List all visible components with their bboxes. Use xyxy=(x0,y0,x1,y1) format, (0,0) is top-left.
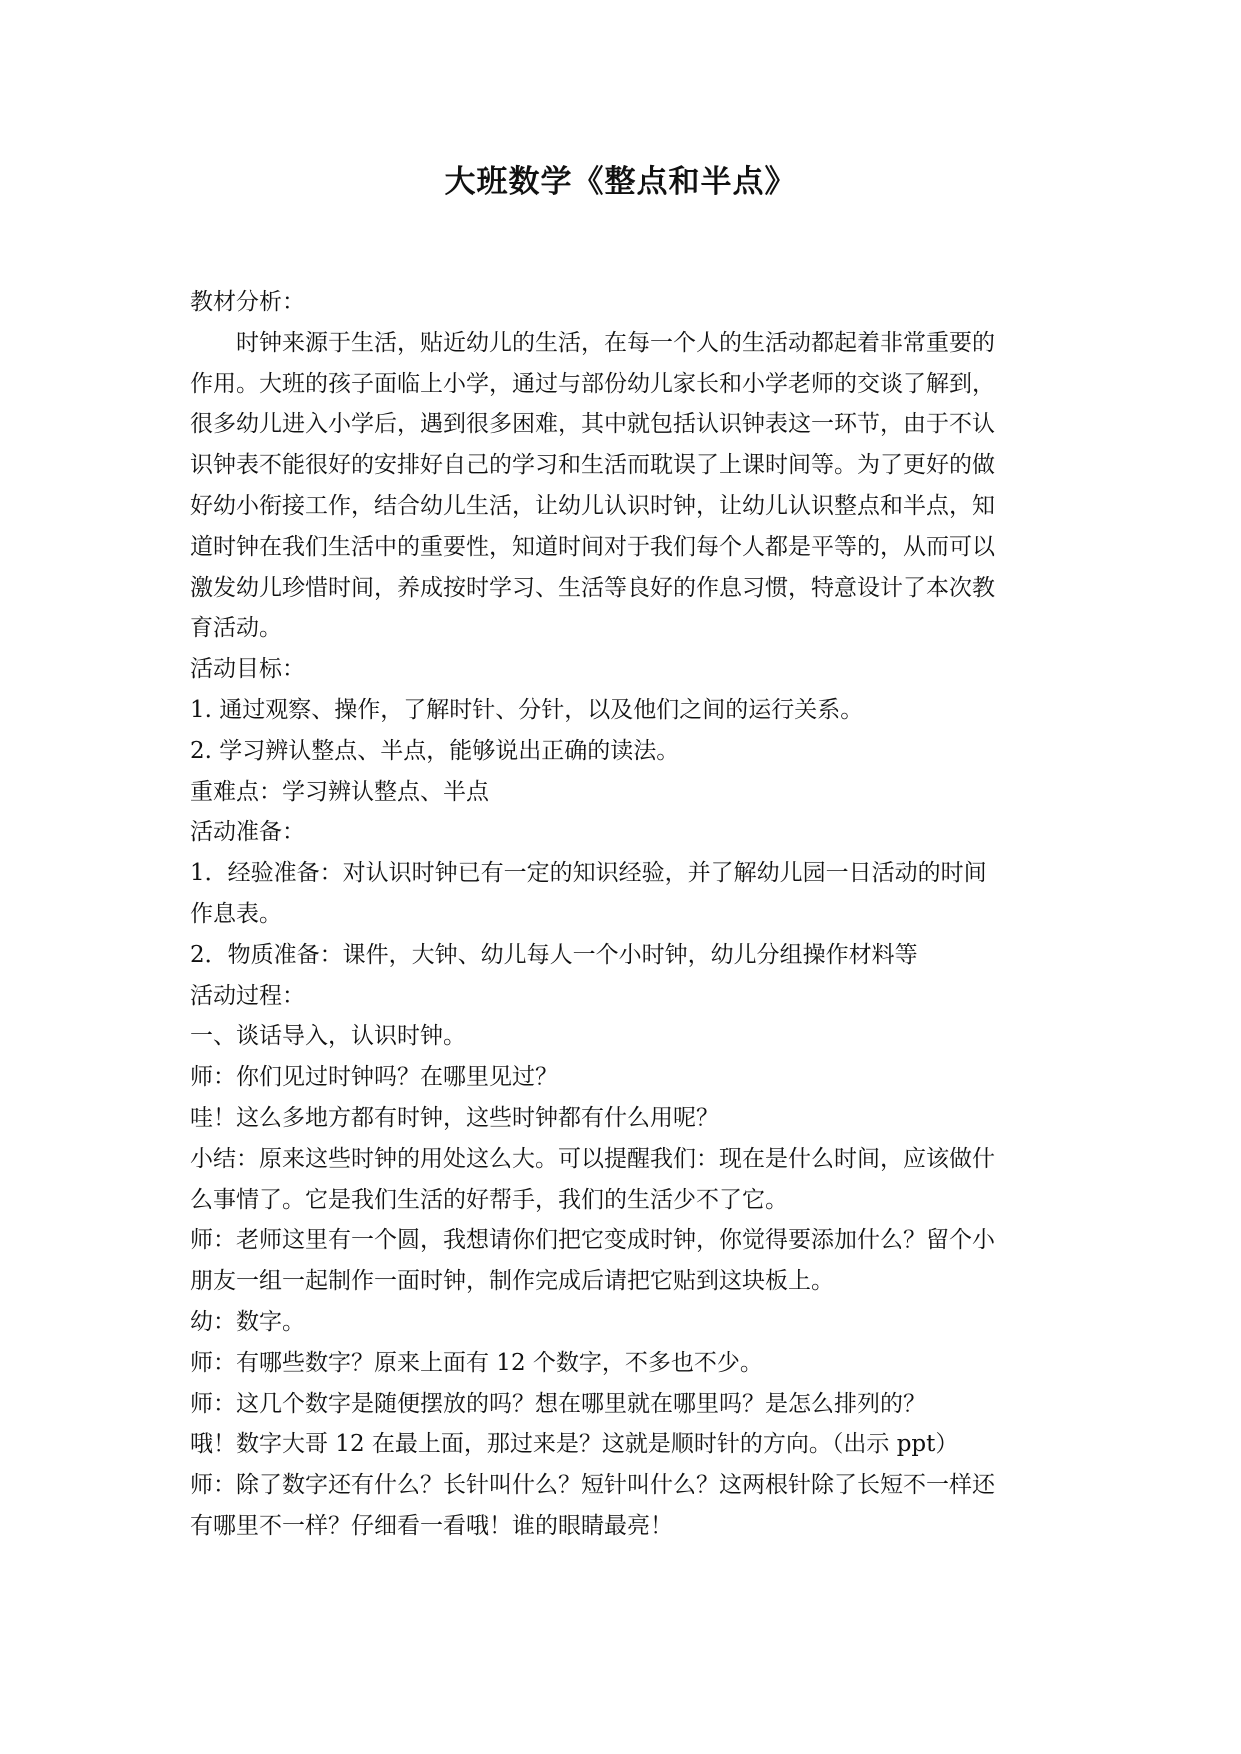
dialogue-line: 师：除了数字还有什么？长针叫什么？短针叫什么？这两根针除了长短不一样还 xyxy=(190,1472,995,1499)
section-heading-goals: 活动目标： xyxy=(190,656,305,683)
paragraph-line: 很多幼儿进入小学后，遇到很多困难，其中就包括认识钟表这一环节，由于不认 xyxy=(190,411,995,438)
dialogue-line: 师：老师这里有一个圆，我想请你们把它变成时钟，你觉得要添加什么？留个小 xyxy=(190,1227,995,1254)
dialogue-line: 师：这几个数字是随便摆放的吗？想在哪里就在哪里吗？是怎么排列的？ xyxy=(190,1390,926,1417)
paragraph-line: 作用。大班的孩子面临上小学，通过与部份幼儿家长和小学老师的交谈了解到， xyxy=(190,370,995,397)
preparation-item-2: 2．物质准备：课件，大钟、幼儿每人一个小时钟，幼儿分组操作材料等 xyxy=(190,941,918,968)
preparation-item-1-cont: 作息表。 xyxy=(190,900,282,927)
dialogue-line: 有哪里不一样？仔细看一看哦！谁的眼睛最亮！ xyxy=(190,1512,673,1539)
dialogue-line: 么事情了。它是我们生活的好帮手，我们的生活少不了它。 xyxy=(190,1186,788,1213)
dialogue-line: 师：有哪些数字？原来上面有 12 个数字，不多也不少。 xyxy=(190,1349,763,1376)
key-points: 重难点：学习辨认整点、半点 xyxy=(190,778,489,805)
dialogue-line: 朋友一组一起制作一面时钟，制作完成后请把它贴到这块板上。 xyxy=(190,1268,834,1295)
dialogue-line: 哇！这么多地方都有时钟，这些时钟都有什么用呢？ xyxy=(190,1104,719,1131)
section-heading-analysis: 教材分析： xyxy=(190,289,305,315)
document-body xyxy=(190,282,1056,1547)
document-title: 大班数学《整点和半点》 xyxy=(444,164,797,200)
paragraph-line: 激发幼儿珍惜时间，养成按时学习、生活等良好的作息习惯，特意设计了本次教 xyxy=(190,574,995,601)
paragraph-line: 道时钟在我们生活中的重要性，知道时间对于我们每个人都是平等的，从而可以 xyxy=(190,533,995,560)
section-heading-process: 活动过程： xyxy=(190,982,305,1009)
paragraph-line: 育活动。 xyxy=(190,615,282,642)
preparation-item-1: 1．经验准备：对认识时钟已有一定的知识经验，并了解幼儿园一日活动的时间 xyxy=(190,860,987,887)
dialogue-line: 幼：数字。 xyxy=(190,1308,305,1335)
goal-item-1: 1. 通过观察、操作，了解时针、分针，以及他们之间的运行关系。 xyxy=(190,696,864,723)
process-step-1: 一、谈话导入，认识时钟。 xyxy=(190,1023,466,1050)
dialogue-line: 师：你们见过时钟吗？在哪里见过？ xyxy=(190,1064,558,1091)
dialogue-line: 哦！数字大哥 12 在最上面，那过来是？这就是顺时针的方向。（出示 ppt） xyxy=(190,1431,959,1458)
dialogue-line: 小结：原来这些时钟的用处这么大。可以提醒我们：现在是什么时间，应该做什 xyxy=(190,1145,995,1172)
paragraph-line: 时钟来源于生活，贴近幼儿的生活，在每一个人的生活动都起着非常重要的 xyxy=(236,329,995,356)
goal-item-2: 2. 学习辨认整点、半点，能够说出正确的读法。 xyxy=(190,737,680,764)
paragraph-line: 好幼小衔接工作，结合幼儿生活，让幼儿认识时钟，让幼儿认识整点和半点，知 xyxy=(190,492,995,519)
paragraph-line: 识钟表不能很好的安排好自己的学习和生活而耽误了上课时间等。为了更好的做 xyxy=(190,452,995,479)
section-heading-preparation: 活动准备： xyxy=(190,819,305,846)
